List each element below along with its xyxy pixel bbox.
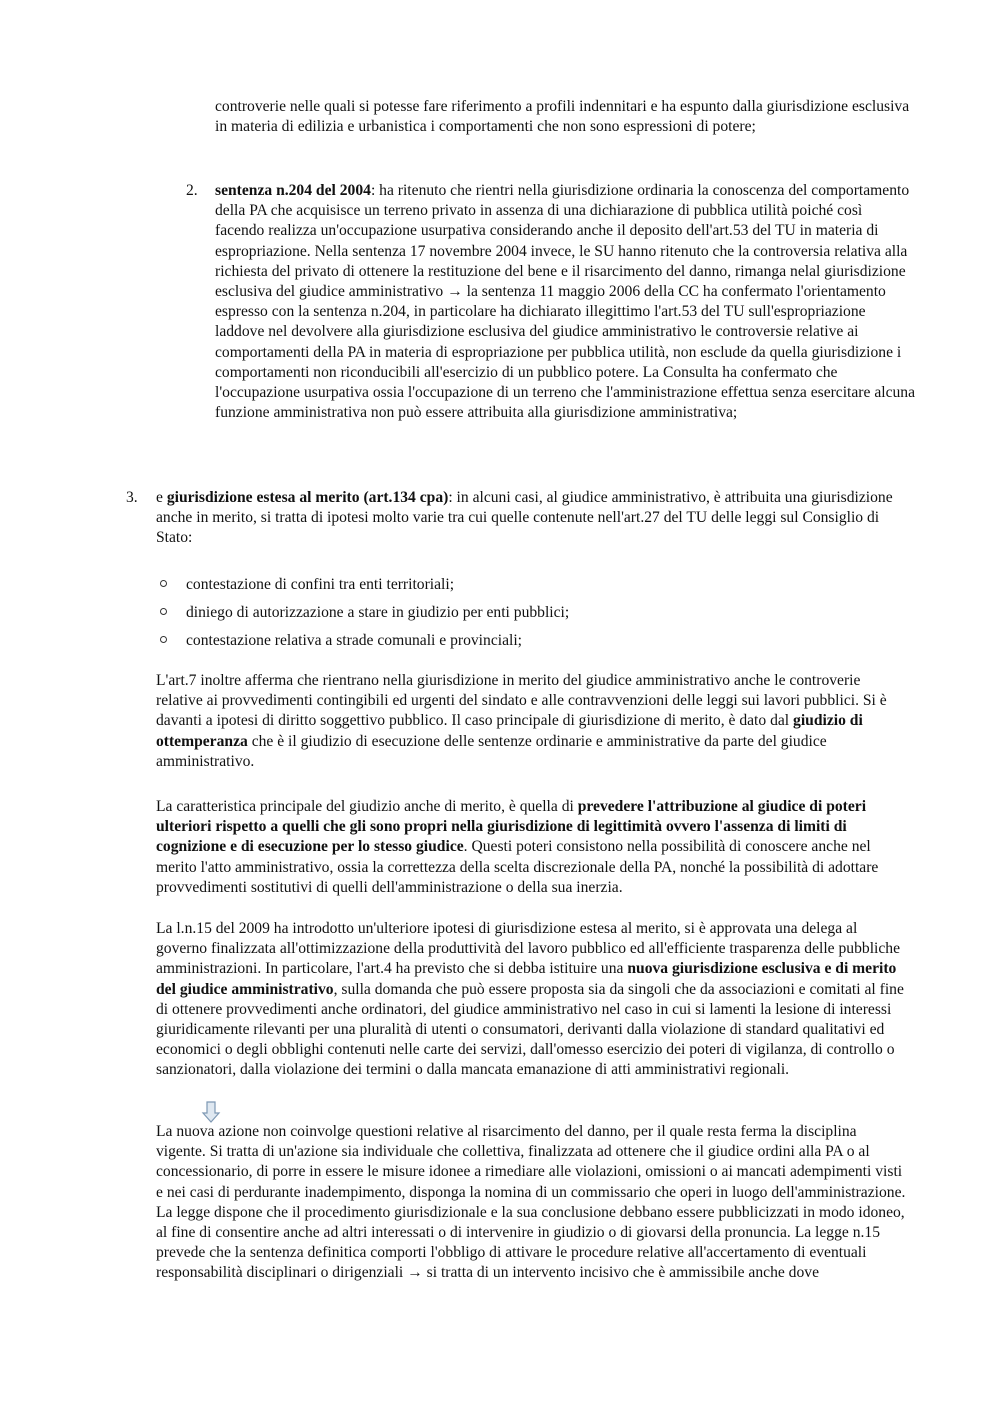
list-item-3-lead: e xyxy=(156,489,167,506)
list-number-3: 3. xyxy=(126,489,138,506)
down-arrow-icon xyxy=(201,1101,221,1123)
paragraph-text: La nuova azione non coinvolge questioni relative al risarcimento del danno, per il quale resta ferma la disciplina vigente. Si tratta di un'azione sia individuale che collettiva, finalizzata ad ottenere che il giudice ordini alla PA o al concessionario, di porre in essere le misure idonee a rimediare alle violazioni, omissioni o ai mancati adempimenti visti e nei casi di perdurante inadempimento, disponga la nomina di un commissario che operi in luogo dell'amministrazione. La legge dispone che il procedimento giurisdizionale e la sua conclusione debbano essere pubblicizzati in modo idoneo, al fine di consentire anche ad altri interessati o di intervenire in giudizio o di giovarsi della pronuncia. La legge n.15 prevede che la sentenza definitica comporti l'obbligo di attivare le procedure relative all'accertamento di eventuali responsabilità disciplinari o dirigenziali → si tratta di un intervento incisivo che è ammissibile anche dove xyxy=(156,1123,906,1282)
bullet-circle-icon xyxy=(160,636,167,643)
paragraph-nuova-azione xyxy=(156,1122,908,1284)
list-item-2-heading: sentenza n.204 del 2004 xyxy=(215,182,371,199)
bullet-circle-icon xyxy=(160,608,167,615)
paragraph-text xyxy=(156,797,908,898)
list-item-3 xyxy=(156,488,906,549)
bullet-item xyxy=(156,575,856,595)
list-item-3-body: : in alcuni casi, al giudice amministrativo, è attribuita una giurisdizione anche in merito, si tratta di ipotesi molto varie tra cui quelle contenute nell'art.27 del TU delle leggi sul Consiglio di Stato: xyxy=(156,489,893,547)
paragraph-bold: giudizio di ottemperanza xyxy=(156,712,863,750)
bullet-item xyxy=(156,631,856,651)
paragraph-span: La l.n.15 del 2009 ha introdotto un'ulteriore ipotesi di giurisdizione estesa al merito, si è approvata una delega al governo finalizzata all'ottimizzazione della produttività del lavoro pubblico ed all'efficiente trasparenza delle pubbliche amministrazioni. In particolare, l'art.4 ha previsto che si debba istituire una xyxy=(156,920,900,978)
paragraph-text xyxy=(156,919,908,1081)
bullet-circle-icon xyxy=(160,580,167,587)
list-item-2 xyxy=(215,181,915,423)
list-item-continuation xyxy=(215,97,915,137)
paragraph-art7 xyxy=(156,671,908,772)
paragraph-span: L'art.7 inoltre afferma che rientrano nella giurisdizione in merito del giudice amministrativo anche le controverie relative ai provvedimenti contingibili ed urgenti del sindato e alle contravvenzioni delle leggi sui lavori pubblici. Si è davanti a ipotesi di diritto soggettivo pubblico. Il caso principale di giurisdizione di merito, è dato dal xyxy=(156,672,887,730)
continuation-text: controverie nelle quali si potesse fare riferimento a profili indennitari e ha espunto dalla giurisdizione esclusiva in materia di edilizia e urbanistica i comportamenti che non sono espressioni di potere; xyxy=(215,98,910,136)
bullet-item xyxy=(156,603,856,623)
list-number-2: 2. xyxy=(186,182,198,199)
paragraph-span: . Questi poteri consistono nella possibilità di conoscere anche nel merito l'atto amministrativo, ossia la correttezza della scelta discrezionale della PA, nonché la possibilità di adottare provvedimenti sostitutivi di quelli dell'amministrazione o della sua inerzia. xyxy=(156,838,879,896)
paragraph-span: che è il giudizio di esecuzione delle sentenze ordinarie e amministrative da parte del giudice amministrativo. xyxy=(156,732,827,770)
bullet-text: contestazione di confini tra enti territoriali; xyxy=(186,576,455,593)
bullet-text: contestazione relativa a strade comunali e provinciali; xyxy=(186,632,522,650)
list-item-3-heading: giurisdizione estesa al merito (art.134 cpa) xyxy=(166,489,449,506)
list-item-2-body: : ha ritenuto che rientri nella giurisdizione ordinaria la conoscenza del comportamento della PA che acquisisce un terreno privato in assenza di una dichiarazione di pubblica utilità poiché così facendo realizza un'occupazione usurpativa considerando anche il deposito dell'art.53 del TU in materia di espropriazione. Nella sentenza 17 novembre 2004 invece, le SU hanno ritenuto che la controversia relativa alla richiesta del privato di ottenere la restituzione del bene e il risarcimento del danno, rimanga nelal giurisdizione esclusiva del giudice amministrativo → la sentenza 11 maggio 2006 della CC ha confermato l'orientamento espresso con la sentenza n.204, in particolare ha dichiarato illegittimo l'art.53 del TU sull'espropriazione laddove nel devolvere alla giurisdizione esclusiva del giudice amministrativo le controversie relative ai comportamenti della PA in materia di espropriazione per pubblica utilità, non esclude da quella giurisdizione i comportamenti non riconducibili all'esercizio di un pubblico potere. La Consulta ha confermato che l'occupazione usurpativa ossia l'occupazione di un terreno che l'amministrazione effettua senza esercitare alcuna funzione amministrativa non può essere attribuita alla giurisdizione amministrativa; xyxy=(215,182,916,422)
paragraph-bold: prevedere l'attribuzione al giudice di poteri ulteriori rispetto a quelli che gli sono propri nella giurisdizione di legittimità ovvero l'assenza di limiti di cognizione e di esecuzione per lo stesso giudice xyxy=(156,798,867,856)
paragraph-bold: nuova giurisdizione esclusiva e di merito del giudice amministrativo xyxy=(156,960,897,998)
paragraph-legge-15 xyxy=(156,919,908,1081)
paragraph-span: , sulla domanda che può essere proposta sia da singoli che da associazioni e comitati al fine di ottenere provvedimenti anche ordinatori, del giudice amministrativo nel caso in cui si lamenti la lesione di interessi giuridicamente rilevanti per una pluralità di utenti o consumatori, derivanti dalla violazione di standard qualitativi ed economici o degli obblighi contenuti nelle carte dei servizi, dall'omesso esercizio dei poteri di vigilanza, di controllo o sanzionatori, dalla violazione dei termini o dalla mancata emanazione di atti amministrativi regionali. xyxy=(156,980,904,1079)
list-item-2-text xyxy=(215,181,915,423)
paragraph-caratteristica xyxy=(156,797,908,898)
bullet-list xyxy=(156,575,856,660)
list-item-3-text xyxy=(156,488,906,549)
paragraph-span: La caratteristica principale del giudizio anche di merito, è quella di xyxy=(156,798,578,815)
bullet-text: diniego di autorizzazione a stare in giudizio per enti pubblici; xyxy=(186,604,570,622)
paragraph-text xyxy=(156,671,908,772)
